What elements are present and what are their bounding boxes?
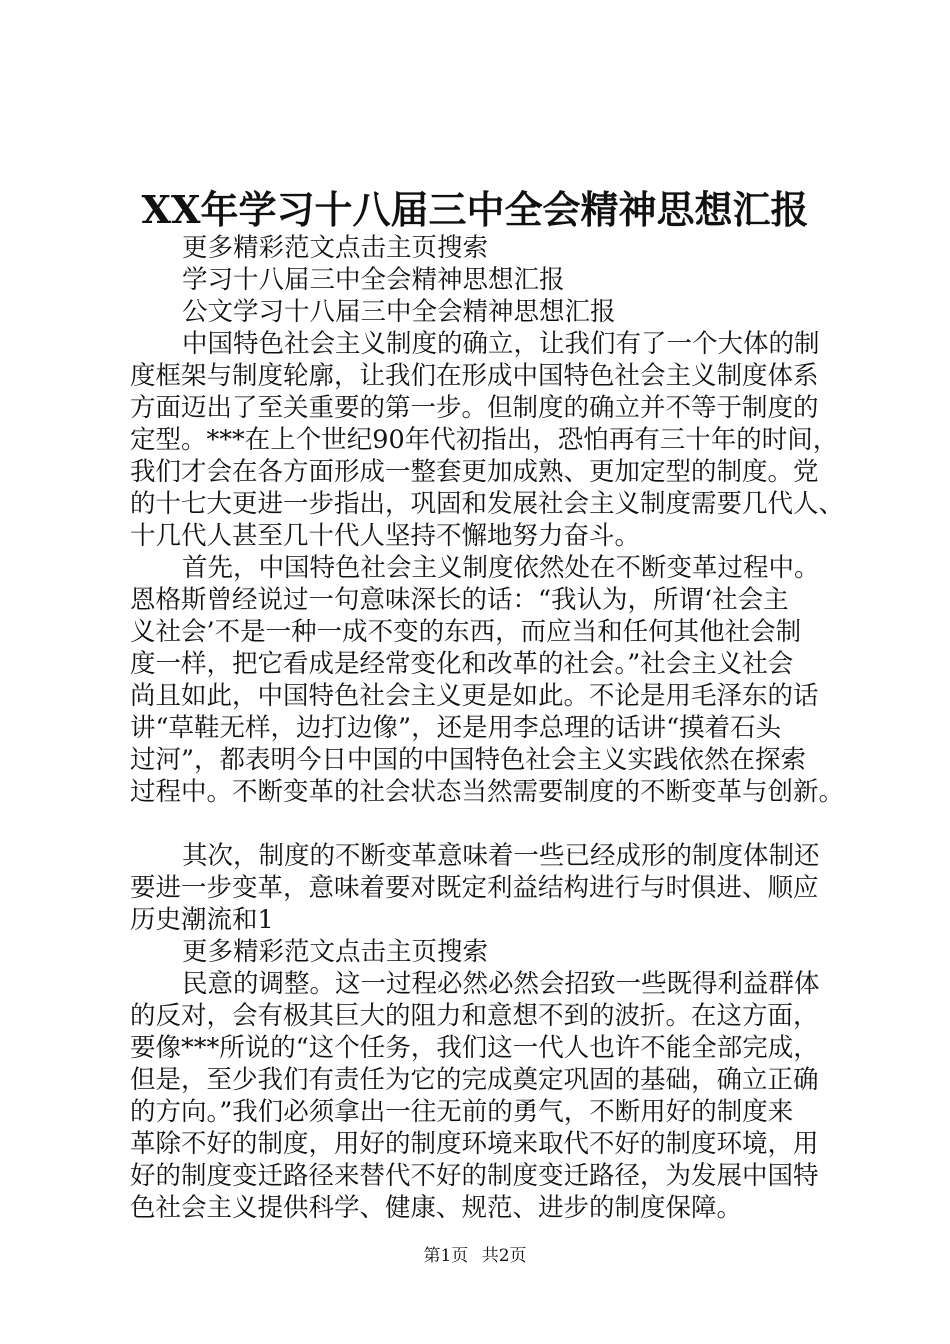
text-line: 要进一步变革，意味着要对既定利益结构进行与时俱进、顺应 (130, 873, 819, 903)
text-line: 义社会’不是一种一成不变的东西，而应当和任何其他社会制 (130, 617, 802, 647)
text-line: 我们才会在各方面形成一整套更加成熟、更加定型的制度。党 (130, 457, 819, 487)
text-line: 更多精彩范文点击主页搜索 (182, 233, 489, 263)
text-line: 中国特色社会主义制度的确立，让我们有了一个大体的制 (182, 329, 820, 359)
text-line: 的反对，会有极其巨大的阻力和意想不到的波折。在这方面， (130, 1001, 819, 1031)
page-footer (0, 1244, 950, 1268)
text-line: 更多精彩范文点击主页搜索 (182, 937, 489, 967)
text-line: 度框架与制度轮廓，让我们在形成中国特色社会主义制度体系 (130, 361, 819, 391)
text-line: 革除不好的制度，用好的制度环境来取代不好的制度环境，用 (130, 1129, 819, 1159)
text-line: 讲“草鞋无样，边打边像”，还是用李总理的话讲“摸着石头 (130, 713, 782, 743)
text-line: 过河”，都表明今日中国的中国特色社会主义实践依然在探索 (130, 745, 807, 775)
text-line: 历史潮流和1 (130, 905, 274, 935)
text-line: 过程中。不断变革的社会状态当然需要制度的不断变革与创新。 (130, 777, 845, 807)
text-line: 民意的调整。这一过程必然必然会招致一些既得利益群体 (182, 969, 820, 999)
text-line: 公文学习十八届三中全会精神思想汇报 (182, 297, 616, 327)
text-line: 色社会主义提供科学、健康、规范、进步的制度保障。 (130, 1193, 743, 1223)
text-line: 其次，制度的不断变革意味着一些已经成形的制度体制还 (182, 841, 820, 871)
document-title: XX年学习十八届三中全会精神思想汇报 (141, 187, 809, 232)
text-line: 但是，至少我们有责任为它的完成奠定巩固的基础，确立正确 (130, 1065, 819, 1095)
page-total: 共2页 (481, 1246, 527, 1266)
text-line: 十几代人甚至几十代人坚持不懈地努力奋斗。 (130, 521, 641, 551)
text-line: 定型。***在上个世纪90年代初指出，恐怕再有三十年的时间， (130, 425, 839, 455)
text-line: 方面迈出了至关重要的第一步。但制度的确立并不等于制度的 (130, 393, 819, 423)
text-line: 恩格斯曾经说过一句意味深长的话：“我认为，所谓‘社会主 (130, 585, 789, 615)
page-number: 第1页 (423, 1246, 469, 1266)
document-body (130, 232, 845, 1224)
text-line: 要像***所说的“这个任务，我们这一代人也许不能全部完成， (130, 1033, 819, 1063)
text-line: 好的制度变迁路径来替代不好的制度变迁路径，为发展中国特 (130, 1161, 819, 1191)
text-line: 首先，中国特色社会主义制度依然处在不断变革过程中。 (182, 553, 820, 583)
text-line: 度一样，把它看成是经常变化和改革的社会。”社会主义社会 (130, 649, 794, 679)
text-line: 学习十八届三中全会精神思想汇报 (182, 265, 565, 295)
text-line: 尚且如此，中国特色社会主义更是如此。不论是用毛泽东的话 (130, 681, 819, 711)
text-line (130, 808, 832, 840)
text-line: 的方向。”我们必须拿出一往无前的勇气，不断用好的制度来 (130, 1097, 794, 1127)
text-line: 的十七大更进一步指出，巩固和发展社会主义制度需要几代人、 (130, 489, 845, 519)
